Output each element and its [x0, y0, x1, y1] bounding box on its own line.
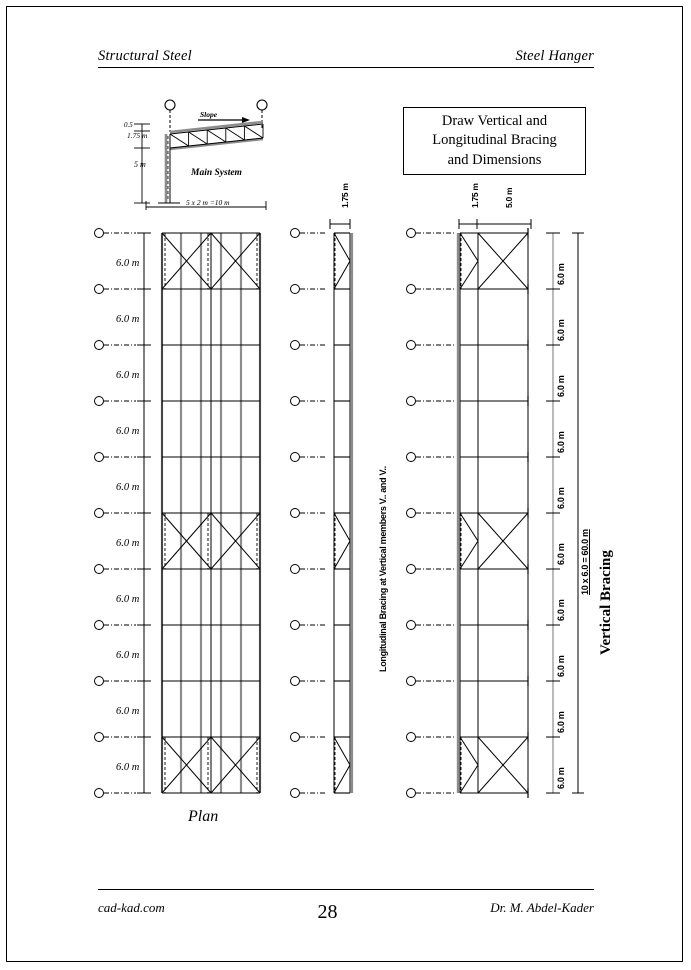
main-system-dim-top: 0.5: [124, 121, 133, 129]
plan-bay-label-6: 6.0 m: [116, 538, 140, 549]
truss-bottom-chord: [170, 139, 263, 149]
plan-bay-label-7: 6.0 m: [116, 594, 140, 605]
vertical-bracing-bay-6: [460, 513, 528, 569]
hanger-node-right-icon: [257, 100, 267, 110]
instruction-line-1: Draw Vertical and: [441, 113, 548, 130]
longitudinal-grid-markers: [288, 228, 328, 798]
longitudinal-width-label: 1.75 m: [340, 183, 350, 208]
vertical-bracing-bay-1: [460, 233, 528, 289]
vertical-bay-label-2: 6.0 m: [556, 319, 566, 341]
vertical-bay-label-6: 6.0 m: [556, 543, 566, 565]
vertical-bracing-title: Vertical Bracing: [598, 550, 614, 655]
plan-bay-label-4: 6.0 m: [116, 426, 140, 437]
longitudinal-beam-lines: [334, 233, 350, 793]
vertical-bay-label-8: 6.0 m: [556, 655, 566, 677]
longitudinal-grid-leaders: [300, 233, 326, 793]
slope-label: Slope: [200, 110, 218, 119]
hanger-node-left-icon: [165, 100, 175, 110]
vertical-bay-label-1: 6.0 m: [556, 263, 566, 285]
vertical-beam-lines: [460, 233, 528, 793]
header-right-title: Steel Hanger: [515, 48, 594, 64]
vertical-grid-markers: [404, 228, 460, 798]
vertical-grid-leaders: [416, 233, 456, 793]
vertical-bay-label-9: 6.0 m: [556, 711, 566, 733]
longitudinal-bracing-bay-6: [334, 513, 350, 569]
instruction-box: [403, 107, 586, 175]
longitudinal-bracing-bay-1: [334, 233, 350, 289]
main-system-caption: Main System: [191, 168, 242, 178]
plan-bay-label-1: 6.0 m: [116, 258, 140, 269]
page-header: [98, 48, 594, 68]
vertical-total-dimension: [568, 228, 588, 800]
vertical-bracing-drawing: [456, 228, 536, 800]
vertical-grid-circles: [407, 229, 416, 798]
footer-page-number: 28: [317, 901, 338, 923]
plan-bay-label-10: 6.0 m: [116, 762, 140, 773]
vertical-total-label: 10 x 6.0 = 60.0 m: [580, 529, 590, 595]
vertical-bay-label-5: 6.0 m: [556, 487, 566, 509]
plan-bay-label-9: 6.0 m: [116, 706, 140, 717]
longitudinal-view-drawing: [330, 228, 360, 800]
longitudinal-bracing-bay-10: [334, 737, 350, 793]
main-system-dim-bottom: 5 m: [134, 160, 146, 169]
vertical-bracing-bay-10: [460, 737, 528, 793]
vertical-width-label-left: 1.75 m: [470, 183, 480, 208]
plan-caption: Plan: [188, 808, 219, 825]
truss-top-chord: [170, 122, 263, 132]
instruction-line-3: and Dimensions: [447, 151, 542, 168]
instruction-line-2: Longitudinal Bracing: [432, 132, 557, 149]
plan-bay-label-3: 6.0 m: [116, 370, 140, 381]
longitudinal-view-title: Longitudinal Bracing at Vertical members V.. and V..: [378, 466, 388, 672]
main-system-dim-mid: 1.75 m: [127, 131, 148, 140]
plan-bay-label-2: 6.0 m: [116, 314, 140, 325]
vertical-bay-label-10: 6.0 m: [556, 767, 566, 789]
plan-view-drawing: [160, 228, 264, 800]
plan-bay-label-5: 6.0 m: [116, 482, 140, 493]
vertical-bay-label-7: 6.0 m: [556, 599, 566, 621]
footer-author: Dr. M. Abdel-Kader: [490, 900, 594, 915]
page-footer: [98, 889, 594, 923]
footer-site: cad-kad.com: [98, 900, 165, 915]
plan-grid-markers: [95, 229, 104, 798]
vertical-width-label-right: 5.0 m: [504, 187, 514, 208]
main-system-span-dim: 5 x 2 m =10 m: [186, 198, 230, 207]
plan-bay-label-8: 6.0 m: [116, 650, 140, 661]
slope-arrow-head: [242, 117, 250, 123]
longitudinal-grid-circles: [291, 229, 300, 798]
header-left-title: Structural Steel: [98, 48, 192, 64]
vertical-bay-label-3: 6.0 m: [556, 375, 566, 397]
vertical-bay-label-4: 6.0 m: [556, 431, 566, 453]
